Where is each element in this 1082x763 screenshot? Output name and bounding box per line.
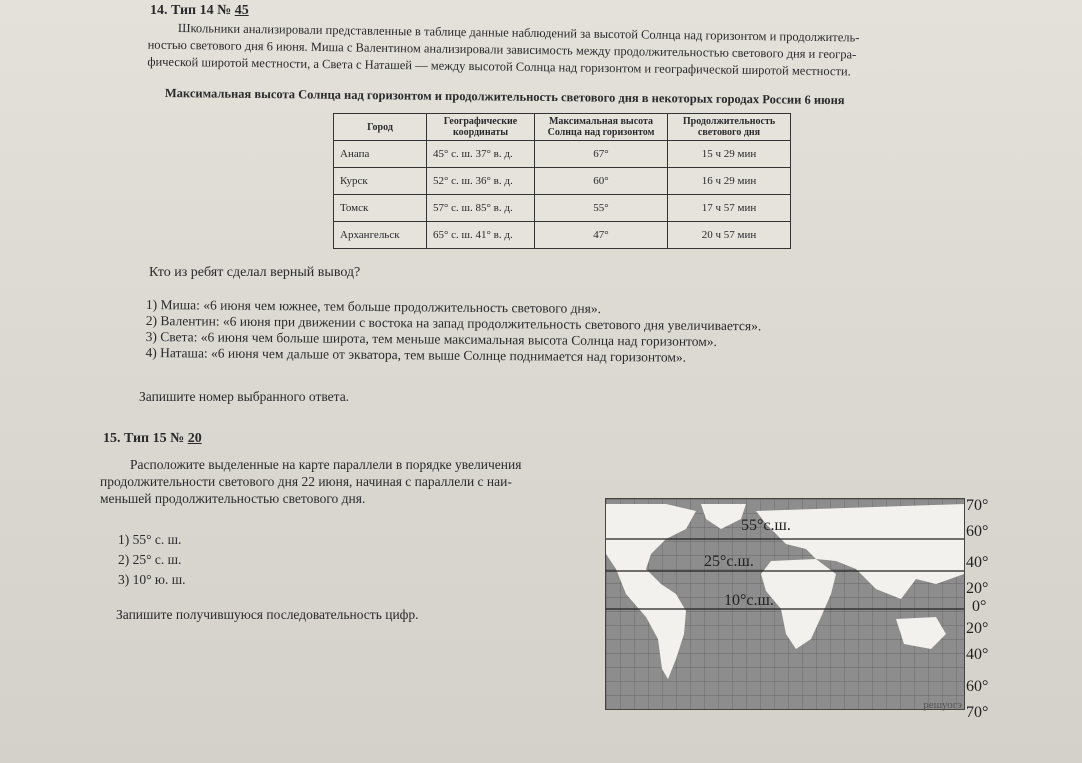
col-header-daylight: Продолжительность светового дня [668,114,791,141]
option-3: 3) Света: «6 июня чем больше широта, тем меньше максимальная высота Солнца над горизонтом». [145,328,718,349]
option-1: 1) Миша: «6 июня чем южнее, тем больше продолжительность светового дня». [145,297,602,316]
task14-options [145,297,906,368]
sun-data-table [333,113,791,249]
task14-intro: Школьники анализировали представленные в таблице данные наблюдений за высотой Солнца над горизонтом и продолжитель- ностью светового дня 6 июня. Миша с Валентином анализировали зависимость между продолжительностью светового дня и геогра- фической широтой местности, а Света с Наташей — между высотой Солнца над горизонтом и географической широтой местности. [147,20,860,79]
task14-link[interactable]: 45 [234,3,249,18]
parallel-label-55: 55°с.ш. [741,517,791,534]
option-4: 4) Наташа: «6 июня чем дальше от экватора, тем выше Солнце поднимается над горизонтом». [145,344,687,365]
option-3: 3) 10° ю. ш. [118,572,186,587]
col-header-sun-height: Максимальная высота Солнца над горизонтом [535,114,668,141]
lat-label: 70° [966,497,989,514]
option-2: 2) Валентин: «6 июня при движении с востока на запад продолжительность светового дня увеличивается». [145,312,762,334]
lat-label: 70° [966,704,989,721]
lat-label: 60° [966,678,989,695]
task15-options [118,530,186,590]
lat-label: 40° [966,554,989,571]
parallel-label-10: 10°с.ш. [724,592,774,609]
lat-label: 40° [966,646,989,663]
lat-label: 60° [966,523,989,540]
task14-question: Кто из ребят сделал верный вывод? [149,265,361,280]
task15-link[interactable]: 20 [187,431,202,446]
col-header-coords: Географические координаты [427,114,535,141]
lat-label: 20° [966,580,989,597]
table-header-row [334,114,791,141]
option-2: 2) 25° с. ш. [118,552,182,567]
task14-header: 14. Тип 14 № 45 [150,3,249,18]
lat-label: 0° [972,598,987,615]
table-row: Анапа 45° с. ш. 37° в. д. 67° 15 ч 29 мин [334,141,791,168]
parallel-label-25: 25°с.ш. [704,553,754,570]
task14-answer-prompt: Запишите номер выбранного ответа. [139,389,350,404]
task15-answer-prompt: Запишите получившуюся последовательность цифр. [116,607,419,622]
option-1: 1) 55° с. ш. [118,532,182,547]
col-header-city: Город [334,114,427,141]
table-row: Томск 57° с. ш. 85° в. д. 55° 17 ч 57 мин [334,195,791,222]
lat-label: 20° [966,620,989,637]
task15-text: Расположите выделенные на карте параллели в порядке увеличения продолжительности светового дня 22 июня, начиная с параллели с наи- меньшей продолжительностью светового дня. [100,457,522,506]
task15-header: 15. Тип 15 № 20 [103,431,202,446]
table-title: Максимальная высота Солнца над горизонтом и продолжительность светового дня в некоторых городах России 6 июня [164,86,845,108]
table-row: Архангельск 65° с. ш. 41° в. д. 47° 20 ч 57 мин [334,222,791,249]
table-row: Курск 52° с. ш. 36° в. д. 60° 16 ч 29 мин [334,168,791,195]
watermark: решуогэ [923,699,962,711]
world-map [605,498,965,710]
